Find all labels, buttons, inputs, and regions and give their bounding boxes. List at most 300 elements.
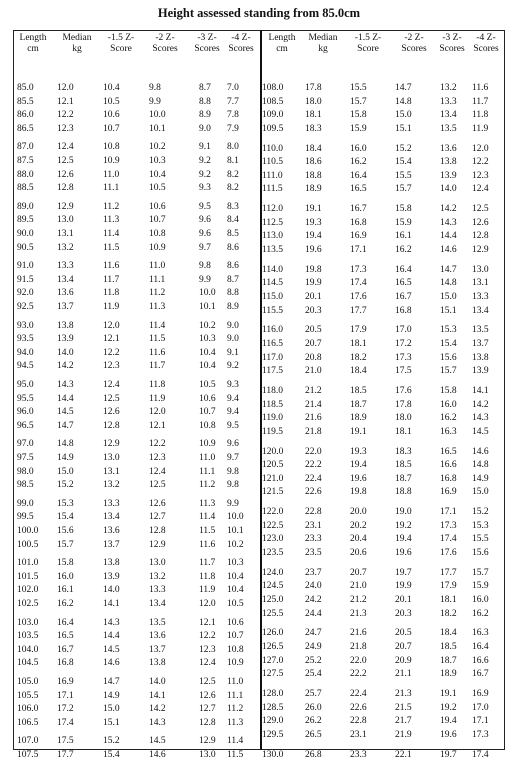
z4-cell: 10.6	[227, 617, 244, 628]
z4-cell: 9.3	[227, 380, 239, 390]
z2-cell: 13.2	[149, 571, 166, 582]
z15-cell: 11.0	[103, 169, 120, 180]
z15-cell: 16.7	[350, 204, 367, 215]
median-cell: 17.5	[57, 736, 74, 747]
z3-cell: 18.9	[440, 669, 457, 680]
z3-cell: 16.6	[440, 460, 457, 471]
z15-cell: 21.3	[350, 608, 367, 619]
z2-cell: 17.6	[395, 386, 412, 396]
z3-cell: 10.7	[199, 407, 216, 418]
z3-cell: 12.3	[199, 644, 216, 655]
z15-cell: 23.1	[350, 729, 367, 740]
z2-cell: 16.5	[395, 278, 412, 289]
z4-cell: 9.1	[227, 347, 239, 358]
median-cell: 21.4	[305, 399, 322, 410]
length-cell: 93.0	[17, 320, 34, 331]
z3-cell: 16.2	[440, 413, 457, 424]
z4-cell: 8.4	[227, 215, 239, 226]
length-cell: 94.0	[17, 347, 34, 358]
z4-cell: 8.6	[227, 242, 239, 253]
median-cell: 14.4	[57, 393, 74, 404]
length-cell: 93.5	[17, 334, 34, 345]
median-cell: 16.1	[57, 585, 74, 596]
z3-cell: 12.5	[199, 677, 216, 687]
z3-cell: 12.4	[199, 658, 216, 669]
length-cell: 123.5	[262, 548, 284, 558]
z2-cell: 12.4	[149, 466, 166, 477]
length-cell: 129.0	[262, 716, 284, 727]
z15-cell: 21.8	[350, 642, 367, 652]
z3-cell: 11.5	[199, 526, 216, 536]
median-cell: 25.2	[305, 655, 322, 666]
length-cell: 87.5	[17, 156, 34, 166]
length-cell: 124.5	[262, 581, 284, 592]
z3-cell: 15.3	[440, 325, 457, 336]
z15-cell: 12.2	[103, 347, 120, 358]
z4-cell: 12.2	[472, 157, 489, 168]
z3-cell: 13.8	[440, 157, 457, 168]
z4-cell: 12.3	[472, 170, 489, 181]
z4-cell: 16.4	[472, 642, 489, 652]
length-cell: 111.5	[262, 184, 283, 195]
column-header	[57, 33, 97, 54]
median-cell: 22.6	[305, 487, 322, 498]
z3-cell: 18.4	[440, 628, 457, 639]
z4-cell: 10.9	[227, 658, 244, 669]
z4-cell: 9.5	[227, 420, 239, 431]
z2-cell: 19.4	[395, 534, 412, 545]
length-cell: 88.0	[17, 169, 34, 180]
median-cell: 19.8	[305, 264, 322, 275]
column-header-line: kg	[72, 43, 82, 54]
median-cell: 19.9	[305, 278, 322, 289]
z3-cell: 10.5	[199, 380, 216, 390]
z15-cell: 13.6	[103, 526, 120, 536]
z15-cell: 22.0	[350, 655, 367, 666]
z2-cell: 14.3	[149, 717, 166, 728]
z15-cell: 12.5	[103, 393, 120, 404]
z2-cell: 12.5	[149, 480, 166, 491]
column-header-line: Scores	[228, 43, 254, 54]
median-cell: 14.0	[57, 347, 74, 358]
length-cell: 120.5	[262, 460, 284, 471]
median-cell: 24.7	[305, 628, 322, 639]
median-cell: 18.3	[305, 123, 322, 134]
z4-cell: 9.4	[227, 393, 239, 404]
z4-cell: 12.5	[472, 204, 489, 215]
z15-cell: 12.1	[103, 334, 120, 345]
z15-cell: 11.8	[103, 288, 120, 299]
z3-cell: 18.1	[440, 595, 457, 605]
z4-cell: 7.7	[227, 96, 239, 107]
z4-cell: 15.7	[472, 567, 489, 578]
z4-cell: 9.0	[227, 334, 239, 345]
median-cell: 22.0	[305, 446, 322, 457]
z3-cell: 15.7	[440, 366, 457, 377]
z4-cell: 8.3	[227, 201, 239, 212]
median-cell: 22.4	[305, 473, 322, 484]
z15-cell: 17.7	[350, 305, 367, 316]
z2-cell: 14.2	[149, 704, 166, 715]
z4-cell: 7.8	[227, 110, 239, 121]
z15-cell: 18.4	[350, 366, 367, 377]
z4-cell: 8.1	[227, 156, 239, 166]
column-header	[470, 33, 502, 54]
z2-cell: 11.2	[149, 288, 166, 299]
z2-cell: 14.5	[149, 736, 166, 747]
median-cell: 19.6	[305, 245, 322, 255]
z2-cell: 10.1	[149, 123, 166, 134]
column-header	[225, 33, 257, 54]
z15-cell: 16.4	[350, 170, 367, 181]
length-cell: 113.0	[262, 231, 284, 242]
length-cell: 98.5	[17, 480, 34, 491]
median-cell: 25.4	[305, 669, 322, 680]
z15-cell: 11.7	[103, 274, 120, 285]
z2-cell: 15.9	[395, 217, 412, 228]
z2-cell: 11.5	[149, 334, 166, 345]
z2-cell: 21.1	[395, 669, 412, 680]
z15-cell: 15.8	[350, 110, 367, 121]
z3-cell: 9.2	[199, 169, 211, 180]
z3-cell: 10.2	[199, 320, 216, 331]
z2-cell: 11.3	[149, 302, 166, 312]
z3-cell: 17.3	[440, 520, 457, 531]
z4-cell: 9.9	[227, 498, 239, 509]
z15-cell: 10.4	[103, 83, 120, 93]
length-cell: 86.5	[17, 123, 34, 134]
z15-cell: 18.5	[350, 386, 367, 396]
median-cell: 24.9	[305, 642, 322, 652]
column-header-line: Scores	[194, 43, 220, 54]
z15-cell: 19.8	[350, 487, 367, 498]
length-cell: 106.0	[17, 704, 39, 715]
z15-cell: 13.9	[103, 571, 120, 582]
z15-cell: 21.2	[350, 595, 367, 605]
length-cell: 91.5	[17, 274, 34, 285]
z15-cell: 16.2	[350, 157, 367, 168]
z3-cell: 11.7	[199, 558, 216, 569]
z15-cell: 13.1	[103, 466, 120, 477]
z4-cell: 13.7	[472, 339, 489, 349]
z4-cell: 16.3	[472, 628, 489, 639]
median-cell: 17.7	[57, 750, 74, 760]
median-cell: 23.3	[305, 534, 322, 545]
median-cell: 21.2	[305, 386, 322, 396]
median-cell: 18.1	[305, 110, 322, 121]
z4-cell: 17.0	[472, 702, 489, 713]
median-cell: 23.5	[305, 548, 322, 558]
median-cell: 12.8	[57, 183, 74, 194]
z4-cell: 10.7	[227, 631, 244, 642]
z3-cell: 11.8	[199, 571, 216, 582]
z2-cell: 9.9	[149, 96, 161, 107]
z15-cell: 17.1	[350, 245, 367, 255]
column-header-line: -3 Z-	[442, 33, 462, 43]
z15-cell: 10.7	[103, 123, 120, 134]
column-header	[262, 33, 302, 54]
z4-cell: 15.0	[472, 487, 489, 498]
median-cell: 12.6	[57, 169, 74, 180]
length-cell: 100.5	[17, 539, 39, 550]
z4-cell: 10.1	[227, 526, 244, 536]
left-table	[13, 30, 261, 760]
z2-cell: 14.1	[149, 690, 166, 701]
z3-cell: 10.4	[199, 361, 216, 372]
z2-cell: 13.6	[149, 631, 166, 642]
median-cell: 16.9	[57, 677, 74, 687]
z15-cell: 10.9	[103, 156, 120, 166]
z15-cell: 18.2	[350, 352, 367, 363]
z3-cell: 9.5	[199, 201, 211, 212]
length-cell: 129.5	[262, 729, 284, 740]
z2-cell: 16.7	[395, 292, 412, 302]
length-cell: 96.0	[17, 407, 34, 418]
length-cell: 102.0	[17, 585, 39, 596]
column-header-line: cm	[27, 43, 39, 54]
length-cell: 118.5	[262, 399, 284, 410]
z2-cell: 16.4	[395, 264, 412, 275]
length-cell: 109.0	[262, 110, 284, 121]
median-cell: 14.7	[57, 420, 74, 431]
median-cell: 18.8	[305, 170, 322, 181]
z15-cell: 19.4	[350, 460, 367, 471]
length-cell: 104.0	[17, 644, 39, 655]
length-cell: 130.0	[262, 749, 284, 760]
z15-cell: 20.2	[350, 520, 367, 531]
column-header	[346, 33, 390, 54]
z2-cell: 18.0	[395, 413, 412, 424]
z4-cell: 11.7	[472, 96, 489, 107]
z15-cell: 15.0	[103, 704, 120, 715]
median-cell: 20.5	[305, 325, 322, 336]
length-cell: 115.5	[262, 305, 284, 316]
z15-cell: 18.9	[350, 413, 367, 424]
z4-cell: 12.6	[472, 217, 489, 228]
z3-cell: 12.7	[199, 704, 216, 715]
z15-cell: 15.2	[103, 736, 120, 747]
z3-cell: 17.9	[440, 581, 457, 592]
z3-cell: 8.8	[199, 96, 211, 107]
z3-cell: 18.2	[440, 608, 457, 619]
z4-cell: 8.7	[227, 274, 239, 285]
z15-cell: 14.0	[103, 585, 120, 596]
median-cell: 13.7	[57, 302, 74, 312]
length-cell: 121.5	[262, 487, 284, 498]
column-header-line: -2 Z-	[155, 33, 175, 43]
z15-cell: 13.2	[103, 480, 120, 491]
z4-cell: 15.3	[472, 520, 489, 531]
z2-cell: 12.3	[149, 453, 166, 463]
length-cell: 118.0	[262, 386, 284, 396]
z4-cell: 14.9	[472, 473, 489, 484]
median-cell: 13.8	[57, 320, 74, 331]
z2-cell: 12.1	[149, 420, 166, 431]
z2-cell: 17.8	[395, 399, 412, 410]
z4-cell: 14.8	[472, 460, 489, 471]
z3-cell: 12.6	[199, 690, 216, 701]
median-cell: 13.2	[57, 242, 74, 253]
length-cell: 99.5	[17, 512, 34, 523]
z3-cell: 13.6	[440, 143, 457, 154]
z15-cell: 11.6	[103, 261, 120, 272]
z4-cell: 9.0	[227, 320, 239, 331]
z15-cell: 23.3	[350, 749, 367, 760]
median-cell: 12.4	[57, 142, 74, 153]
length-cell: 90.0	[17, 229, 34, 239]
median-cell: 15.7	[57, 539, 74, 550]
z2-cell: 14.8	[395, 96, 412, 107]
z3-cell: 9.7	[199, 242, 211, 253]
z2-cell: 21.3	[395, 689, 412, 699]
length-cell: 91.0	[17, 261, 34, 272]
z4-cell: 14.5	[472, 426, 489, 437]
z2-cell: 18.3	[395, 446, 412, 457]
length-cell: 114.0	[262, 264, 284, 275]
z15-cell: 15.9	[350, 123, 367, 134]
z4-cell: 10.4	[227, 585, 244, 596]
z4-cell: 10.4	[227, 571, 244, 582]
z15-cell: 17.3	[350, 264, 367, 275]
column-header-line: Median	[62, 33, 92, 43]
z3-cell: 12.2	[199, 631, 216, 642]
z3-cell: 14.2	[440, 204, 457, 215]
z2-cell: 18.5	[395, 460, 412, 471]
z2-cell: 15.1	[395, 123, 412, 134]
z2-cell: 13.3	[149, 585, 166, 596]
z4-cell: 9.2	[227, 361, 239, 372]
median-cell: 18.4	[305, 143, 322, 154]
z3-cell: 15.1	[440, 305, 457, 316]
z2-cell: 20.5	[395, 628, 412, 639]
length-cell: 128.5	[262, 702, 284, 713]
z2-cell: 12.0	[149, 407, 166, 418]
z2-cell: 13.8	[149, 658, 166, 669]
z4-cell: 16.0	[472, 595, 489, 605]
z4-cell: 11.8	[472, 110, 489, 121]
z3-cell: 19.2	[440, 702, 457, 713]
z15-cell: 19.6	[350, 473, 367, 484]
length-cell: 125.5	[262, 608, 284, 619]
z3-cell: 12.0	[199, 599, 216, 609]
median-cell: 15.8	[57, 558, 74, 569]
z15-cell: 10.8	[103, 142, 120, 153]
median-cell: 17.8	[305, 83, 322, 93]
length-cell: 122.0	[262, 507, 284, 518]
z2-cell: 12.7	[149, 512, 166, 523]
z15-cell: 22.4	[350, 689, 367, 699]
z3-cell: 12.9	[199, 736, 216, 747]
z2-cell: 12.9	[149, 539, 166, 550]
median-cell: 21.0	[305, 366, 322, 377]
z15-cell: 20.6	[350, 548, 367, 558]
length-cell: 125.0	[262, 595, 284, 605]
z4-cell: 15.5	[472, 534, 489, 545]
z2-cell: 15.0	[395, 110, 412, 121]
median-cell: 19.1	[305, 204, 322, 215]
z3-cell: 11.4	[199, 512, 216, 523]
z3-cell: 11.9	[199, 585, 216, 596]
z4-cell: 16.9	[472, 689, 489, 699]
z4-cell: 9.6	[227, 439, 239, 450]
length-cell: 111.0	[262, 170, 283, 181]
length-cell: 107.5	[17, 750, 39, 760]
z15-cell: 17.4	[350, 278, 367, 289]
median-cell: 26.2	[305, 716, 322, 727]
median-cell: 26.5	[305, 729, 322, 740]
length-cell: 85.5	[17, 96, 34, 107]
z4-cell: 8.6	[227, 261, 239, 272]
length-cell: 105.0	[17, 677, 39, 687]
length-cell: 106.5	[17, 717, 39, 728]
median-cell: 13.3	[57, 261, 74, 272]
z3-cell: 16.0	[440, 399, 457, 410]
z3-cell: 13.9	[440, 170, 457, 181]
z15-cell: 21.6	[350, 628, 367, 639]
z3-cell: 10.3	[199, 334, 216, 345]
z4-cell: 13.9	[472, 366, 489, 377]
z3-cell: 10.9	[199, 439, 216, 450]
z4-cell: 8.9	[227, 302, 239, 312]
z3-cell: 18.5	[440, 642, 457, 652]
length-cell: 104.5	[17, 658, 39, 669]
z2-cell: 14.0	[149, 677, 166, 687]
z15-cell: 11.5	[103, 242, 120, 253]
z15-cell: 11.9	[103, 302, 120, 312]
z3-cell: 17.4	[440, 534, 457, 545]
median-cell: 21.6	[305, 413, 322, 424]
length-cell: 121.0	[262, 473, 284, 484]
z15-cell: 13.0	[103, 453, 120, 463]
length-cell: 90.5	[17, 242, 34, 253]
z3-cell: 12.8	[199, 717, 216, 728]
z4-cell: 10.3	[227, 558, 244, 569]
z4-cell: 12.9	[472, 245, 489, 255]
z3-cell: 9.8	[199, 261, 211, 272]
z2-cell: 10.9	[149, 242, 166, 253]
z4-cell: 8.5	[227, 229, 239, 239]
z2-cell: 13.7	[149, 644, 166, 655]
z2-cell: 14.7	[395, 83, 412, 93]
z2-cell: 13.0	[149, 558, 166, 569]
median-cell: 14.8	[57, 439, 74, 450]
z2-cell: 11.0	[149, 261, 166, 272]
length-cell: 92.5	[17, 302, 34, 312]
median-cell: 12.0	[57, 83, 74, 93]
z3-cell: 17.7	[440, 567, 457, 578]
length-cell: 95.5	[17, 393, 34, 404]
z15-cell: 12.9	[103, 439, 120, 450]
z4-cell: 11.1	[227, 690, 244, 701]
z15-cell: 12.4	[103, 380, 120, 390]
column-header-line: -1.5 Z-	[354, 33, 382, 43]
z4-cell: 10.5	[227, 599, 244, 609]
z4-cell: 11.6	[472, 83, 489, 93]
column-header	[390, 33, 438, 54]
z2-cell: 11.7	[149, 361, 166, 372]
z3-cell: 9.2	[199, 156, 211, 166]
z15-cell: 11.4	[103, 229, 120, 239]
z3-cell: 16.3	[440, 426, 457, 437]
length-cell: 89.5	[17, 215, 34, 226]
z15-cell: 22.2	[350, 669, 367, 680]
length-cell: 92.0	[17, 288, 34, 299]
column-header-line: -4 Z-	[231, 33, 251, 43]
z15-cell: 20.7	[350, 567, 367, 578]
z4-cell: 7.0	[227, 83, 239, 93]
z15-cell: 14.3	[103, 617, 120, 628]
column-header-line: kg	[318, 43, 328, 54]
